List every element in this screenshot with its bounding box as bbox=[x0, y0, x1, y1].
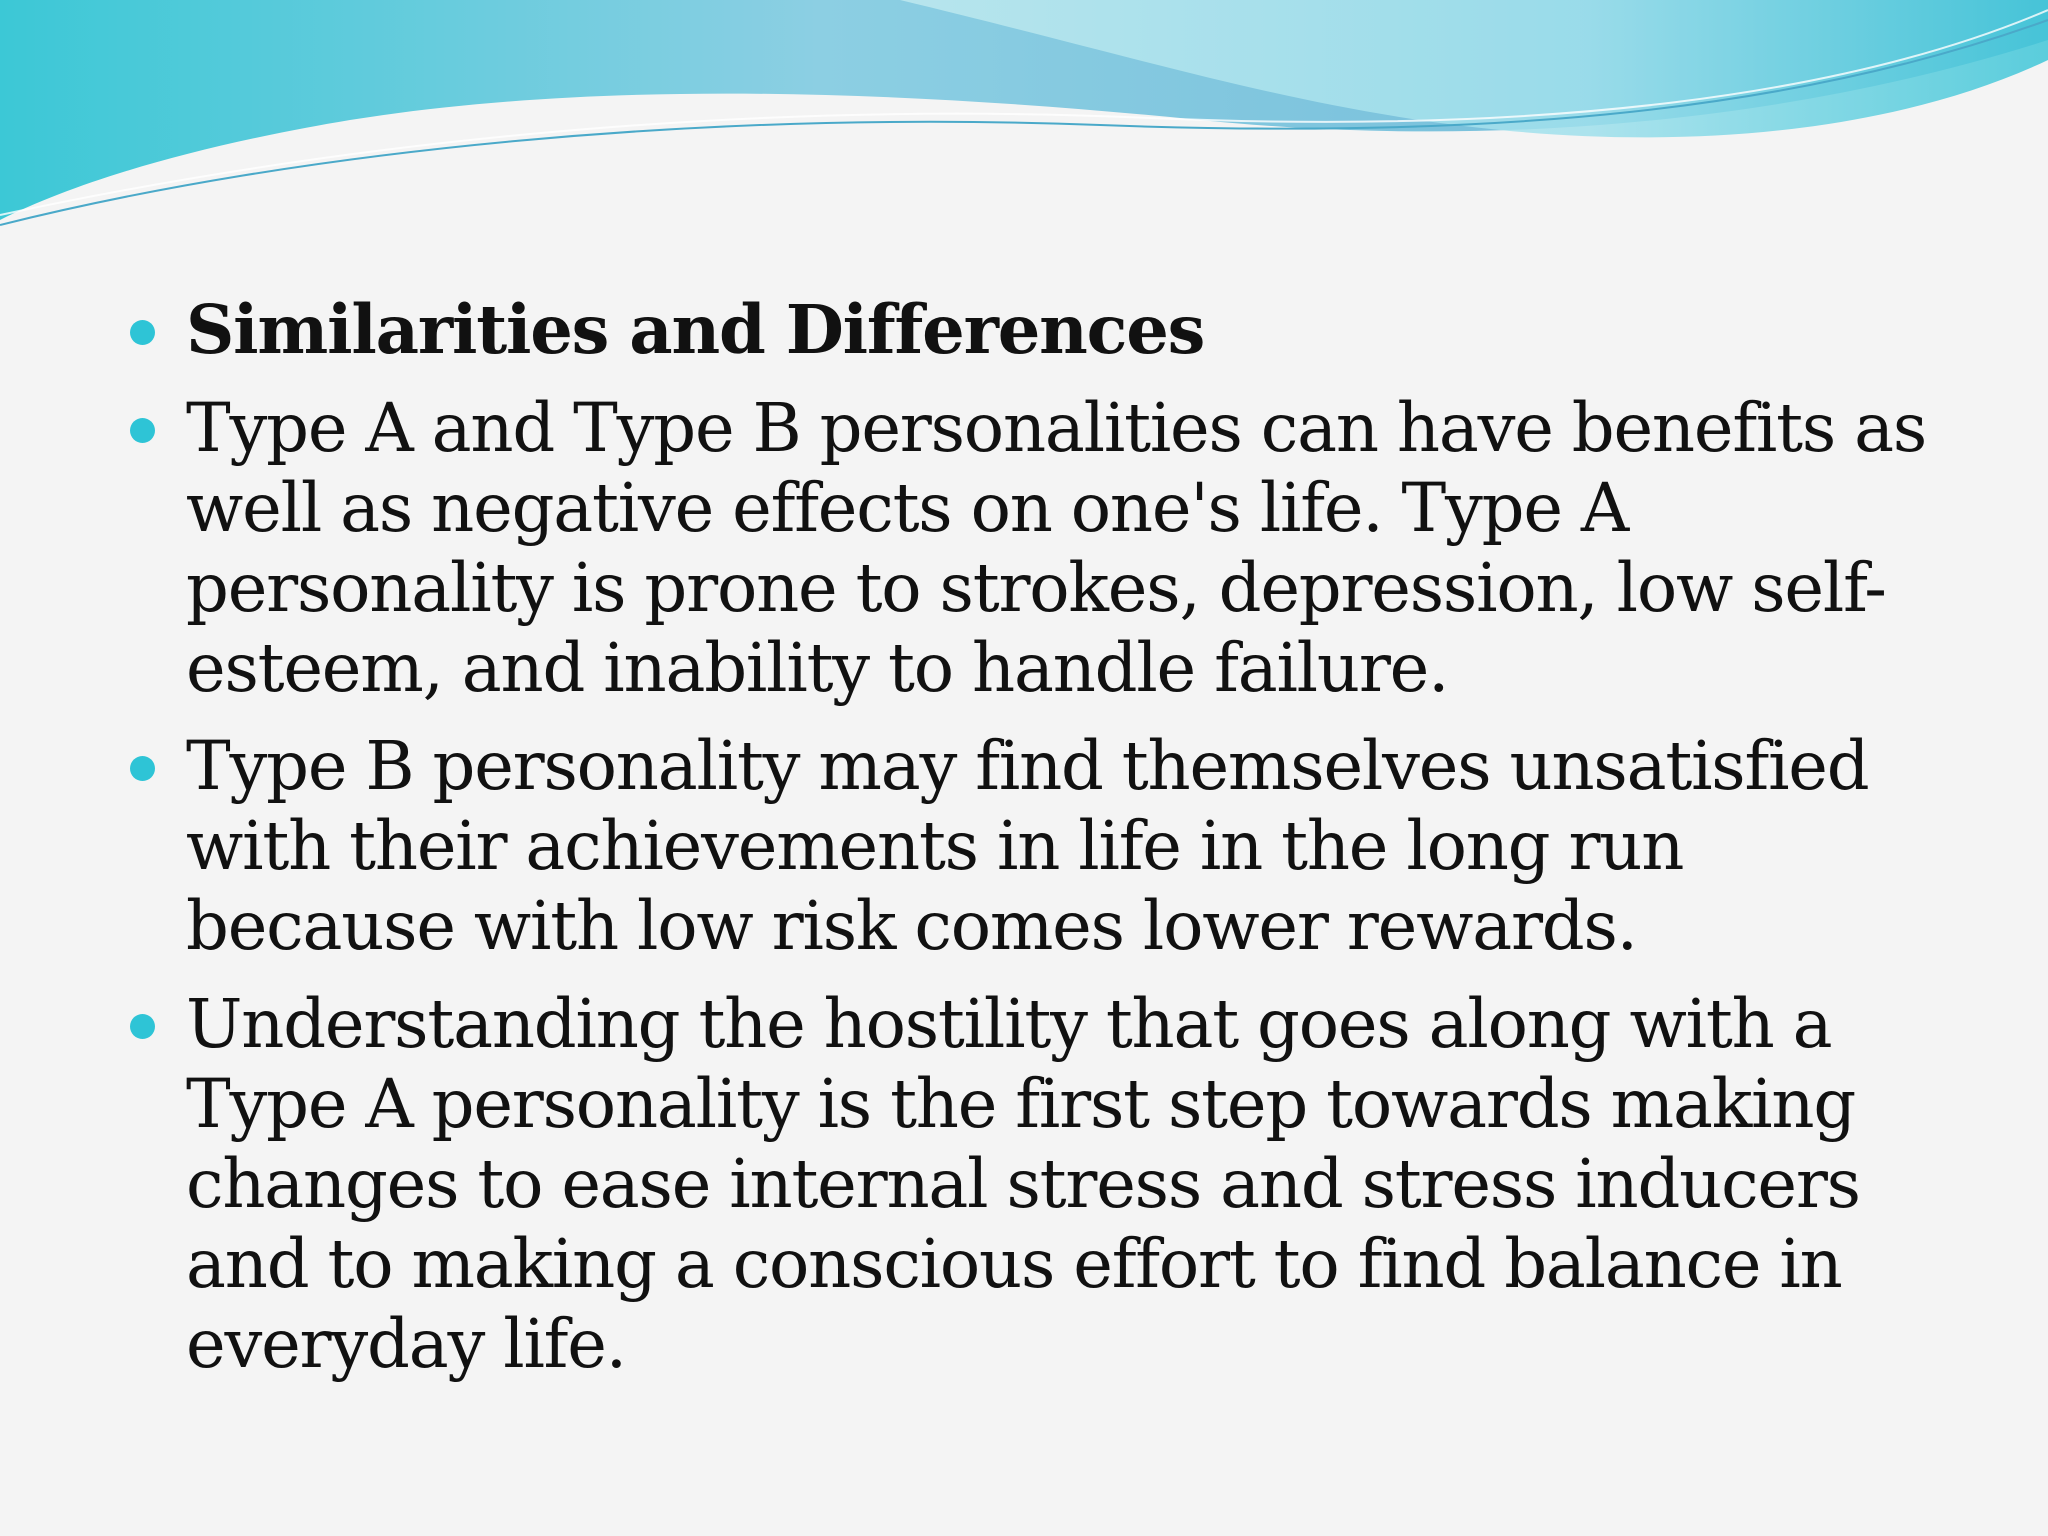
bullet-dot-icon bbox=[130, 418, 155, 443]
bullet-item bbox=[130, 984, 1930, 1384]
slide-content bbox=[130, 290, 1930, 1402]
bullet-text: Understanding the hostility that goes along with a Type A personality is the first step towards making changes to ease internal stress and stress inducers and to making a conscious effort to find balance in everyday life. bbox=[186, 985, 1860, 1383]
header-wave-decoration bbox=[0, 0, 2048, 240]
bullet-item bbox=[130, 726, 1930, 966]
bullet-dot-icon bbox=[130, 1014, 155, 1039]
bullet-text: Similarities and Differences bbox=[186, 290, 1205, 369]
bullet-dot-icon bbox=[130, 320, 155, 345]
bullet-item bbox=[130, 388, 1930, 708]
bullet-dot-icon bbox=[130, 756, 155, 781]
bullet-item-heading bbox=[130, 290, 1930, 370]
bullet-text: Type A and Type B personalities can have benefits as well as negative effects on one's life. Type A personality is prone to strokes, depression, low self-esteem, and inability to handle failure. bbox=[186, 389, 1927, 707]
bullet-list bbox=[130, 290, 1930, 1384]
bullet-text: Type B personality may find themselves unsatisfied with their achievements in life in the long run because with low risk comes lower rewards. bbox=[186, 727, 1869, 965]
